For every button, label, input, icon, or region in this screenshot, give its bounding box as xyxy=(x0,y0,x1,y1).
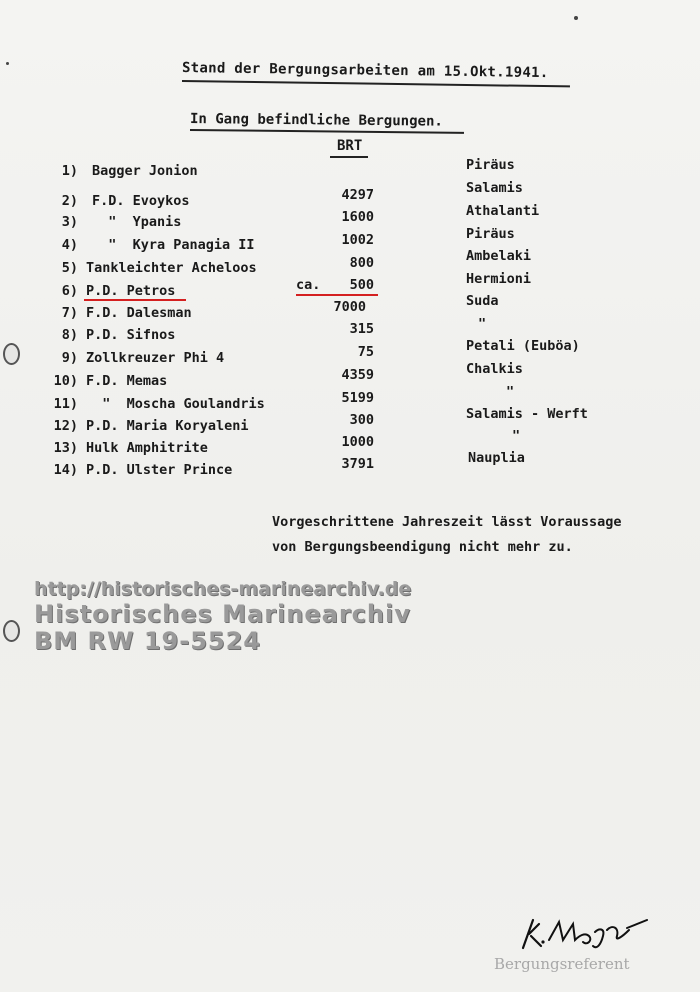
watermark-reference: BM RW 19-5524 xyxy=(34,627,261,655)
closing-note-line: von Bergungsbeendigung nicht mehr zu. xyxy=(272,539,573,555)
row-number: 8) xyxy=(61,327,78,343)
brt-header-underline xyxy=(330,156,368,158)
red-underline-mark xyxy=(296,294,378,296)
handwritten-signature-icon xyxy=(515,910,655,955)
title-underline xyxy=(182,80,570,87)
salvage-location: Piräus xyxy=(466,226,515,242)
ink-speck xyxy=(574,16,578,20)
vessel-name: Tankleichter Acheloos xyxy=(86,260,257,276)
vessel-name: P.D. Sifnos xyxy=(86,327,176,343)
approx-marker: ca. xyxy=(296,277,321,293)
row-number: 9) xyxy=(61,350,78,366)
row-number: 13) xyxy=(53,440,78,456)
document-subtitle: In Gang befindliche Bergungen. xyxy=(189,111,443,130)
salvage-location: " xyxy=(506,384,515,400)
brt-value: 1000 xyxy=(341,434,374,450)
brt-value: 1600 xyxy=(341,209,374,225)
brt-column-header: BRT xyxy=(337,138,363,154)
brt-value: 5199 xyxy=(341,390,374,406)
vessel-name: F.D. Evoykos xyxy=(92,193,190,209)
brt-value: 4297 xyxy=(341,187,374,203)
brt-value: 315 xyxy=(349,321,374,337)
row-number: 2) xyxy=(61,193,78,209)
row-number: 10) xyxy=(53,373,78,389)
vessel-name: Bagger Jonion xyxy=(92,163,198,179)
vessel-name: Zollkreuzer Phi 4 xyxy=(86,350,225,366)
salvage-location: " xyxy=(512,428,521,444)
brt-value: 75 xyxy=(357,344,374,360)
salvage-location: " xyxy=(478,316,487,332)
row-number: 7) xyxy=(61,305,78,321)
brt-value: 800 xyxy=(349,255,374,271)
row-number: 6) xyxy=(61,283,78,299)
watermark-archive-name: Historisches Marinearchiv xyxy=(34,600,411,628)
vessel-name: P.D. Ulster Prince xyxy=(86,462,233,478)
document-title: Stand der Bergungsarbeiten am 15.Okt.1941. xyxy=(181,60,549,82)
vessel-name: F.D. Memas xyxy=(86,373,168,389)
salvage-location: Salamis xyxy=(466,180,523,196)
brt-value: 3791 xyxy=(341,456,374,472)
brt-value: 1002 xyxy=(341,232,374,248)
vessel-name: P.D. Petros xyxy=(86,283,176,299)
punch-hole-icon xyxy=(3,343,20,365)
watermark-url: http://historisches-marinearchiv.de xyxy=(34,578,412,600)
vessel-name: Hulk Amphitrite xyxy=(86,440,208,456)
red-underline-mark xyxy=(84,299,186,301)
salvage-location: Ambelaki xyxy=(466,248,532,264)
vessel-name: P.D. Maria Koryaleni xyxy=(86,418,249,434)
row-number: 14) xyxy=(53,462,78,478)
row-number: 11) xyxy=(53,396,78,412)
row-number: 1) xyxy=(61,163,78,179)
vessel-name: " Kyra Panagia II xyxy=(92,237,255,253)
brt-value: 500 xyxy=(349,277,374,293)
salvage-location: Suda xyxy=(466,293,499,309)
row-number: 5) xyxy=(61,260,78,276)
salvage-location: Petali (Euböa) xyxy=(466,338,580,354)
closing-note-line: Vorgeschrittene Jahreszeit lässt Voraussage xyxy=(272,514,622,530)
row-number: 12) xyxy=(53,418,78,434)
brt-value: 4359 xyxy=(341,367,374,383)
vessel-name: F.D. Dalesman xyxy=(86,305,192,321)
salvage-location: Nauplia xyxy=(468,450,525,466)
row-number: 4) xyxy=(61,237,78,253)
brt-value: 300 xyxy=(349,412,374,428)
row-number: 3) xyxy=(61,214,78,230)
salvage-location: Salamis - Werft xyxy=(466,406,588,422)
vessel-name: " Ypanis xyxy=(92,214,182,230)
ink-speck xyxy=(6,62,9,65)
salvage-location: Athalanti xyxy=(466,203,540,219)
salvage-location: Chalkis xyxy=(466,361,523,377)
subtitle-underline xyxy=(190,129,464,134)
signature-stamp: Bergungsreferent xyxy=(494,955,630,973)
salvage-location: Hermioni xyxy=(466,271,532,287)
vessel-name: " Moscha Goulandris xyxy=(86,396,265,412)
salvage-location: Piräus xyxy=(466,157,515,173)
punch-hole-icon xyxy=(3,620,20,642)
brt-value: 7000 xyxy=(333,299,366,315)
